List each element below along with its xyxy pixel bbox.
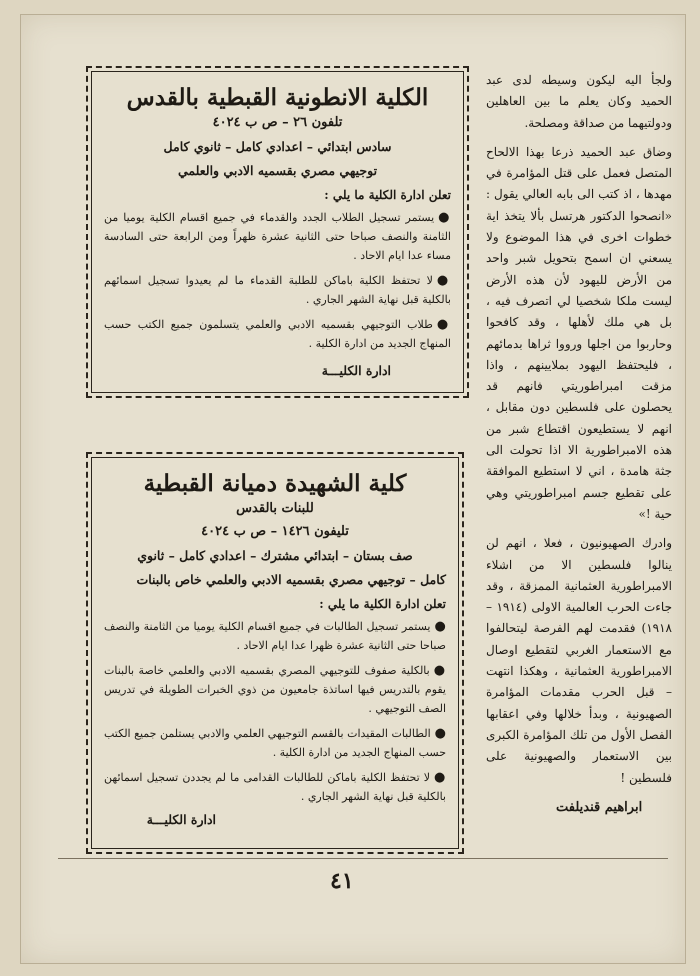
article-author: ابراهيم قنديلفت <box>556 799 643 815</box>
ad2-item: ●لا تحتفظ الكلية باماكن للطالبات القدامى ما لم يجددن تسجيل اسمائهن بالكلية قبل نهاية الشهر الجاري . <box>104 770 447 803</box>
ad-antonian-college <box>86 66 469 398</box>
article-paragraph-2: وضاق عبد الحميد ذرعا بهذا الالحاح المتصل فعمل على قتل المؤامرة في مهدها ، اذ كتب الى بابه العالي يقول : «انصحوا الدكتور هرتسل بألا يتخذ اية خطوات اخرى في هذا الموضوع ولا يسعني ان اسمح بتحويل شبر واحد من الأرض لليهود لأن هذه الأرض ليست ملكا شخصيا لي اتصرف فيه ، بل هي ملك لأهلها ، وقد كافحوا وحاربوا من اجلها ورووا ثراها بدمائهم ، فليحتفظ اليهود بملايينهم ، واذا مزقت امبراطوريتي فانهم قد يحصلون على فلسطين دون مقابل ، انهم لا يستطيعون اقتطاع شبر من هذه الامبراطورية الا اذا تحولت الى جثة هامدة ، اني لا استطيع الموافقة على تقطيع جسم امبراطوريتي وهي حية !» <box>486 144 672 521</box>
ad1-signature: ادارة الكليـــة <box>321 363 391 378</box>
ad2-levels: صف بستان – ابتدائي مشترك – اعدادي كامل – ثانوي <box>137 548 413 563</box>
bullet-icon: ● <box>434 619 446 634</box>
article-paragraph-1: ولجأ اليه ليكون وسيطه لدى عبد الحميد وكان يعلم ما بين العاهلين ودولتيهما من صداقة ومصلحة. <box>486 73 672 130</box>
ad2-item: ●بالكلية صفوف للتوجيهي المصري بقسميه الادبي والعلمي خاصة بالبنات يقوم بالتدريس فيها اساتذة جامعيون من ذوي الخبرات الطويلة في تدريس الصف التوجيهي . <box>104 663 447 715</box>
footer-divider <box>58 858 668 859</box>
ad1-item: ●طلاب التوجيهي بقسميه الادبي والعلمي يتسلمون جميع الكتب حسب المنهاج الجديد من ادارة الكلية . <box>104 317 452 350</box>
ad2-announce: تعلن ادارة الكلية ما يلي : <box>319 597 446 611</box>
article-paragraph-3: وادرك الصهيونيون ، فعلا ، انهم لن ينالوا فلسطين الا من اشلاء الامبراطورية العثمانية الممزقة ، وقد جاءت الحرب العالمية الاولى (١٩١٤ – ١٩١٨) فقدمت لهم الفرصة ليتحالفوا مع الاستعمار الغربي لتقطيع اوصال الامبراطورية العثمانية ، وهكذا انتهت – قبل الحرب مقدمات المؤامرة الصهيونية ، وبدأ خلالها وفي اعقابها الفصل الأول من تلك المؤامرة الكبرى بين الاستعمار والصهيونية على فلسطين ! <box>486 536 672 785</box>
page-number: ٤١ <box>330 868 354 894</box>
ad1-phone: تلفون ٢٦ – ص ب ٤٠٢٤ <box>212 115 343 130</box>
ad1-levels: سادس ابتدائي – اعدادي كامل – ثانوي كامل <box>163 139 392 154</box>
ad2-item: ●يستمر تسجيل الطالبات في جميع اقسام الكلية يوميا من الثامنة والنصف صباحا حتى الثانية عشرة ظهرا عدا ايام الاحاد . <box>104 619 446 652</box>
bullet-icon: ● <box>436 273 452 288</box>
ad2-signature: ادارة الكليـــة <box>146 812 216 827</box>
ad-damiana-college <box>86 452 464 854</box>
bullet-icon: ● <box>436 317 452 332</box>
ad1-title: الكلية الانطونية القبطية بالقدس <box>126 84 429 111</box>
article-column <box>486 70 672 818</box>
bullet-icon: ● <box>434 770 447 785</box>
ad1-item: ●لا تحتفظ الكلية باماكن للطلبة القدماء ما لم يعيدوا تسجيل اسمائهم بالكلية قبل نهاية الشهر الجاري . <box>104 273 452 306</box>
ad2-item: ●الطالبات المقيدات بالقسم التوجيهي العلمي والادبي يستلمن جميع الكتب حسب المنهاج الجديد من ادارة الكلية . <box>104 726 447 759</box>
ad2-list <box>104 617 446 806</box>
ad2-phone: تليفون ١٤٢٦ – ص ب ٤٠٢٤ <box>201 524 349 539</box>
ad1-list <box>104 208 451 353</box>
bullet-icon: ● <box>438 210 451 225</box>
ad2-subtitle: للبنات بالقدس <box>236 501 314 516</box>
ad1-exams: توجيهي مصري بقسميه الادبي والعلمي <box>177 163 378 178</box>
bullet-icon: ● <box>434 726 447 741</box>
bullet-icon: ● <box>433 663 447 678</box>
ad1-announce: تعلن ادارة الكلية ما يلي : <box>324 188 451 202</box>
ad2-exams: كامل – توجيهي مصري بقسميه الادبي والعلمي خاص بالبنات <box>136 572 446 587</box>
ad1-item: ●يستمر تسجيل الطلاب الجدد والقدماء في جميع اقسام الكلية يوميا من الثامنة والنصف صباحا حتى الثانية عشرة ظهراً ومن الرابعة حتى السادسة مساء عدا ايام الاحاد . <box>104 210 451 262</box>
ad2-title: كلية الشهيدة دميانة القبطية <box>143 470 407 497</box>
